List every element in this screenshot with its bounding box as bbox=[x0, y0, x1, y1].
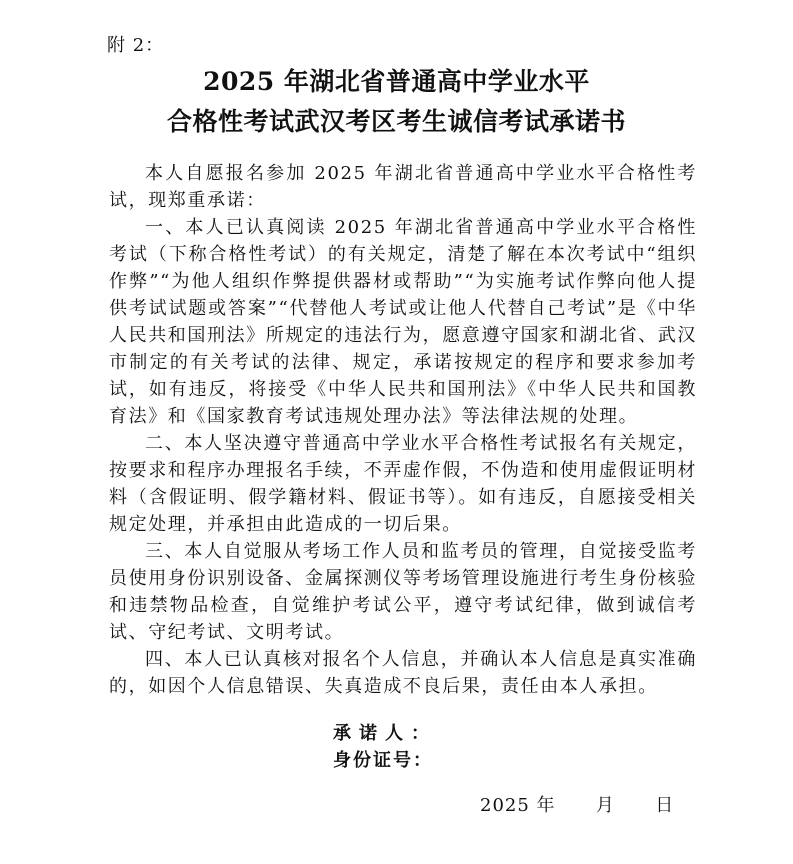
paragraph-intro: 本人自愿报名参加 2025 年湖北省普通高中学业水平合格性考试，现郑重承诺： bbox=[109, 163, 697, 211]
title-line-1: 2025 年湖北省普通高中学业水平 bbox=[203, 67, 590, 96]
pledge-body bbox=[109, 160, 697, 700]
title-line-2: 合格性考试武汉考区考生诚信考试承诺书 bbox=[166, 107, 626, 136]
date-line: 2025 年 月 日 bbox=[480, 795, 675, 816]
signer-label: 承诺人： bbox=[333, 723, 437, 744]
id-number-label: 身份证号： bbox=[333, 750, 433, 771]
paragraph-clause-2: 二、本人坚决遵守普通高中学业水平合格性考试报名有关规定，按要求和程序办理报名手续，不弄虚作假，不伪造和使用虚假证明材料（含假证明、假学籍材料、假证书等）。如有违反，自愿接受相关规定处理，并承担由此造成的一切后果。 bbox=[109, 433, 697, 535]
paragraph-clause-3: 三、本人自觉服从考场工作人员和监考员的管理，自觉接受监考员使用身份识别设备、金属探测仪等考场管理设施进行考生身份核验和违禁物品检查，自觉维护考试公平，遵守考试纪律，做到诚信考试、守纪考试、文明考试。 bbox=[109, 541, 697, 643]
paragraph-clause-1: 一、本人已认真阅读 2025 年湖北省普通高中学业水平合格性考试（下称合格性考试）的有关规定，清楚了解在本次考试中“组织作弊”“为他人组织作弊提供器材或帮助”“为实施考试作弊向他人提供考试试题或答案”“代替他人考试或让他人代替自己考试”是《中华人民共和国刑法》所规定的违法行为，愿意遵守国家和湖北省、武汉市制定的有关考试的法律、规定，承诺按规定的程序和要求参加考试，如有违反，将接受《中华人民共和国刑法》《中华人民共和国教育法》和《国家教育考试违规处理办法》等法律法规的处理。 bbox=[109, 217, 697, 427]
attachment-label: 附 2： bbox=[107, 35, 165, 56]
paragraph-clause-4: 四、本人已认真核对报名个人信息，并确认本人信息是真实准确的，如因个人信息错误、失真造成不良后果，责任由本人承担。 bbox=[109, 649, 697, 697]
